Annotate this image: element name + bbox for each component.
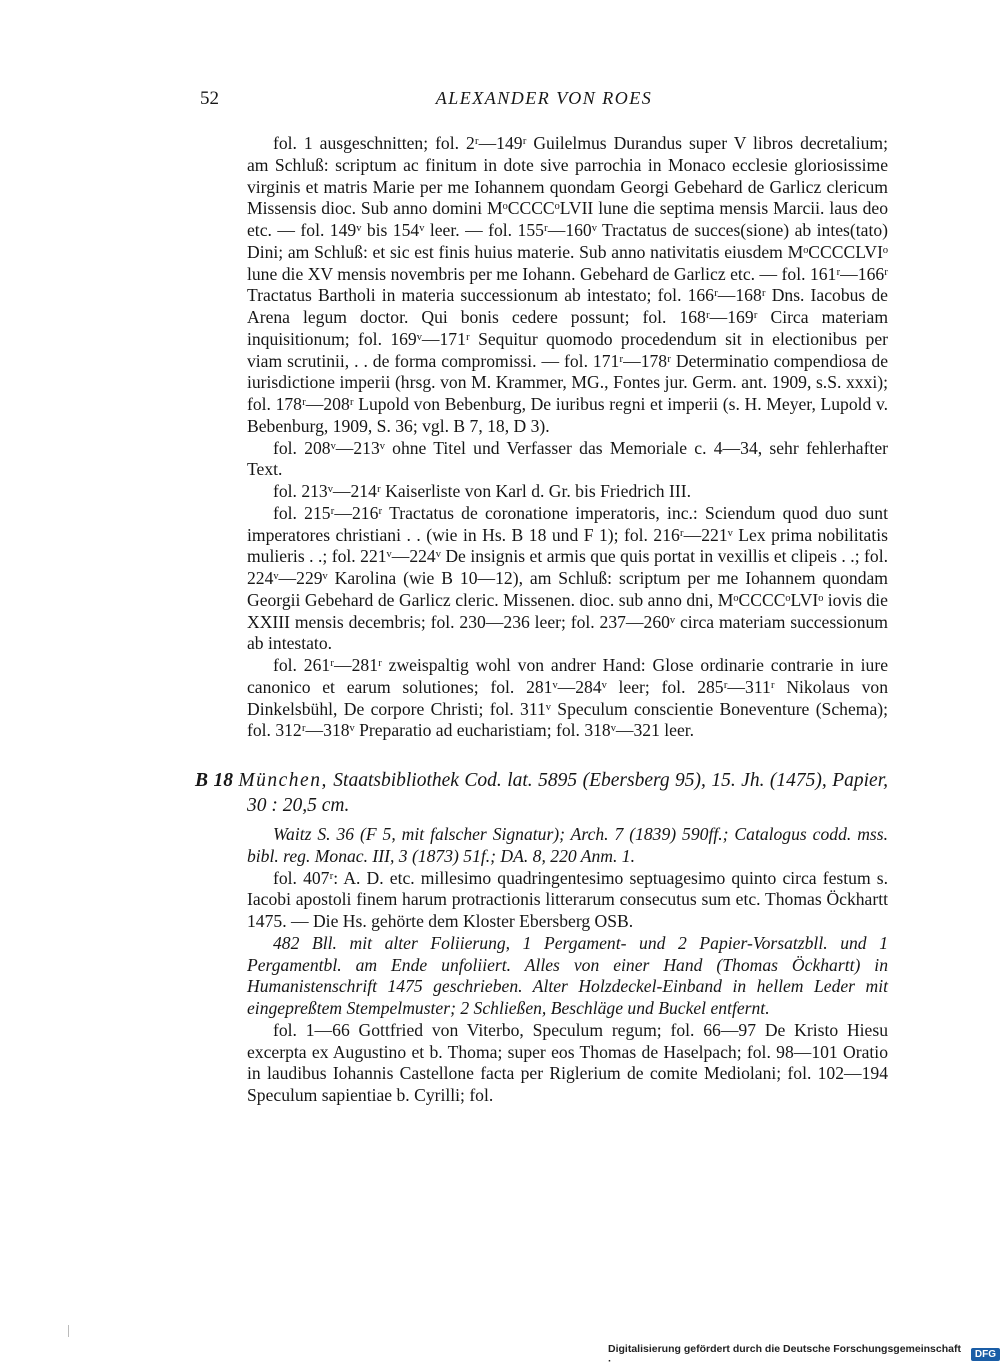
entry-siglum: B 18 <box>195 770 233 791</box>
paragraph-kaiserliste: fol. 213ᵛ—214ʳ Kaiserliste von Karl d. Gr. bis Friedrich III. <box>273 481 691 501</box>
paragraph-literature: Waitz S. 36 (F 5, mit falscher Signatur); Arch. 7 (1839) 590ff.; Catalogus codd. mss. bibl. reg. Monac. III, 3 (1873) 51f.; DA. 8, 220 Anm. 1. <box>247 824 888 866</box>
paragraph-manuscript-contents: fol. 1 ausgeschnitten; fol. 2ʳ—149ʳ Guilelmus Durandus super V libros decretalium; am Schluß: scriptum ac finitum in dote sive parrochia in Monaco ecclesie gloriosissime virginis et matris Marie per me Iohannem quondam Georgi Gebehard de Garlicz clericum Missensis dioc. Sub anno domini MᵒCCCCᵒLVII lune die septima mensis Marcii. laus deo etc. — fol. 149ᵛ bis 154ᵛ leer. — fol. 155ʳ—160ᵛ Tractatus de succes(sione) ab intes(tato) Dini; am Schluß: et sic est finis huius materie. Sub anno nativitatis eiusdem MᵒCCCCLVIᵒ lune die XV mensis novembris per me Iohann. Gebehard de Garlicz etc. — fol. 161ʳ—166ʳ Tractatus Bartholi in materia successionum ab intestato; fol. 166ʳ—168ʳ Dns. Iacobus de Arena legum doctor. Qui bonis cedere possunt; fol. 168ʳ—169ʳ Circa materiam inquisitionum; fol. 169ᵛ—171ʳ Sequitur quomodo procedendum sit in electionibus per viam scrutinii, . . de forma compromissi. — fol. 171ʳ—178ʳ Determinatio compendiosa de iurisdictione imperii (hrsg. von M. Krammer, MG., Fontes jur. Germ. ant. 1909, s.S. xxxi); fol. 178ʳ—208ʳ Lupold von Bebenburg, De iuribus regni et imperii (s. H. Meyer, Lupold v. Bebenburg, 1909, S. 36; vgl. B 7, 18, D 3). <box>247 133 888 436</box>
manuscript-entry-heading <box>195 769 888 818</box>
digitization-footer <box>608 1344 1000 1365</box>
margin-mark <box>68 1325 69 1337</box>
entry-description: Staatsbibliothek Cod. lat. 5895 (Ebersberg 95), 15. Jh. (1475), Papier, 30 : 20,5 cm. <box>247 770 888 816</box>
paragraph-contents: fol. 1—66 Gottfried von Viterbo, Speculum regum; fol. 66—97 De Kristo Hiesu excerpta ex Augustino et b. Thoma; super eos Thomas de Haselpach; fol. 98—101 Oratio in laudibus Iohannis Castellone facta per Riglerium de comite Mediolani; fol. 102—194 Speculum sapientiae b. Cyrilli; fol. <box>247 1019 888 1105</box>
paragraph-glose: fol. 261ʳ—281ʳ zweispaltig wohl von andrer Hand: Glose ordinarie contrarie in iure canonico et earum solutiones; fol. 281ᵛ—284ᵛ leer; fol. 285ʳ—311ʳ Nikolaus von Dinkelsbühl, De corpore Christi; fol. 311ᵛ Speculum conscientie Boneventure (Schema); fol. 312ʳ—318ᵛ Preparatio ad eucharistiam; fol. 318ᵛ—321 leer. <box>247 655 888 741</box>
page-header <box>200 88 888 118</box>
paragraph-colophon: fol. 407ʳ: A. D. etc. millesimo quadringentesimo septuagesimo quinto circa festum s. Iacobi apostoli finem harum protractionis litterarum consecutus sum etc. Thomas Öckhartt 1475. — Die Hs. gehörte dem Kloster Ebersberg OSB. <box>247 867 888 931</box>
dfg-logo-icon: DFG <box>971 1348 1000 1361</box>
running-title: ALEXANDER VON ROES <box>435 88 653 108</box>
footer-text: Digitalisierung gefördert durch die Deutsche Forschungsgemeinschaft · <box>608 1342 961 1367</box>
paragraph-physical-description: 482 Bll. mit alter Foliierung, 1 Pergament- und 2 Papier-Vorsatzbll. und 1 Pergamentbl. am Ende unfoliiert. Alles von einer Hand (Thomas Öckhartt) in Humanistenschrift 1475 geschrieben. Alter Holzdeckel-Einband in hellem Leder mit eingepreßtem Stempelmuster; 2 Schließen, Beschläge und Buckel entfernt. <box>247 932 888 1018</box>
paragraph-coronatione: fol. 215ʳ—216ʳ Tractatus de coronatione imperatoris, inc.: Sciendum quod duo sunt imperatores christiani . . (wie in Hs. B 18 und F 1); fol. 216ʳ—221ᵛ Lex prima nobilitatis mulieris . .; fol. 221ᵛ—224ᵛ De insignis et armis que quis portat in vexillis et clipeis . .; fol. 224ᵛ—229ᵛ Karolina (wie B 10—12), am Schluß: scriptum per me Iohannem quondam Georgii Gebehard de Garlicz cleric. Missenen. dioc. sub anno dni, MᵒCCCCᵒLVIᵒ iovis die XXIII mensis decembris; fol. 230—236 leer; fol. 237—260ᵛ circa materiam successionum ab intestato. <box>247 502 888 654</box>
body-text <box>195 133 888 1107</box>
page-number: 52 <box>200 88 219 109</box>
entry-city: München, <box>238 770 328 791</box>
paragraph-memoriale: fol. 208ᵛ—213ᵛ ohne Titel und Verfasser das Memoriale c. 4—34, sehr fehlerhafter Text. <box>247 437 888 480</box>
